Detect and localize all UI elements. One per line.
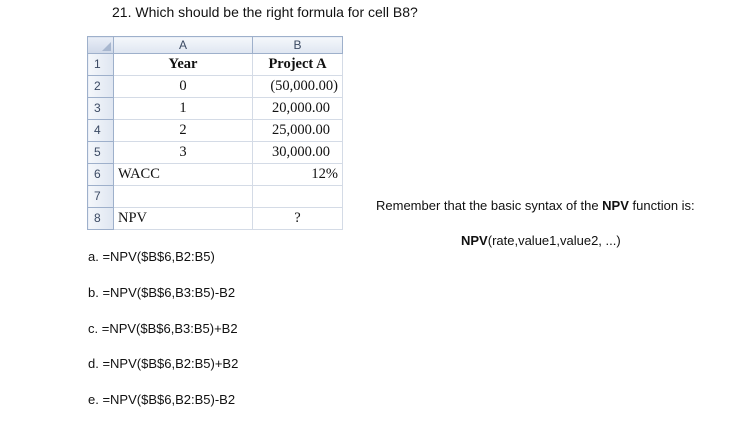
row-header-1[interactable]: 1 xyxy=(88,54,114,76)
row-header-7[interactable]: 7 xyxy=(88,186,114,208)
cell-a2[interactable]: 0 xyxy=(114,76,253,98)
row-header-5[interactable]: 5 xyxy=(88,142,114,164)
cell-b5[interactable]: 30,000.00 xyxy=(253,142,343,164)
row-header-3[interactable]: 3 xyxy=(88,98,114,120)
cell-a4[interactable]: 2 xyxy=(114,120,253,142)
answer-choice-b[interactable]: b. =NPV($B$6,B3:B5)-B2 xyxy=(88,285,236,300)
syntax-note-line1 xyxy=(376,198,695,213)
cell-b1[interactable]: Project A xyxy=(253,54,343,76)
cell-a1[interactable]: Year xyxy=(114,54,253,76)
answer-choice-a[interactable]: a. =NPV($B$6,B2:B5) xyxy=(88,249,215,264)
cell-a6[interactable]: WACC xyxy=(114,164,253,186)
cell-b4[interactable]: 25,000.00 xyxy=(253,120,343,142)
syntax-note-prefix: Remember that the basic syntax of the xyxy=(376,198,603,213)
cell-b7[interactable] xyxy=(253,186,343,208)
answer-choice-c[interactable]: c. =NPV($B$6,B3:B5)+B2 xyxy=(88,321,238,336)
question-text: 21. Which should be the right formula for cell B8? xyxy=(112,4,418,20)
answer-choice-d[interactable]: d. =NPV($B$6,B2:B5)+B2 xyxy=(88,356,239,371)
cell-a7[interactable] xyxy=(114,186,253,208)
cell-a5[interactable]: 3 xyxy=(114,142,253,164)
column-header-a[interactable]: A xyxy=(114,37,253,54)
cell-b6[interactable]: 12% xyxy=(253,164,343,186)
syntax-function-name: NPV xyxy=(461,233,488,248)
syntax-function-args: (rate,value1,value2, ...) xyxy=(487,233,621,248)
cell-a8[interactable]: NPV xyxy=(114,208,253,230)
row-header-6[interactable]: 6 xyxy=(88,164,114,186)
row-header-8[interactable]: 8 xyxy=(88,208,114,230)
select-all-corner[interactable] xyxy=(88,37,114,54)
answer-choice-e[interactable]: e. =NPV($B$6,B2:B5)-B2 xyxy=(88,392,236,407)
select-all-triangle-icon xyxy=(102,42,111,51)
cell-a3[interactable]: 1 xyxy=(114,98,253,120)
cell-b2[interactable]: (50,000.00) xyxy=(253,76,343,98)
cell-b3[interactable]: 20,000.00 xyxy=(253,98,343,120)
column-header-b[interactable]: B xyxy=(253,37,343,54)
syntax-note-npv-bold: NPV xyxy=(602,198,629,213)
cell-b8[interactable]: ? xyxy=(253,208,343,230)
syntax-note-line2 xyxy=(461,233,621,248)
syntax-note-suffix: function is: xyxy=(628,198,695,213)
spreadsheet-grid xyxy=(87,36,343,230)
row-header-2[interactable]: 2 xyxy=(88,76,114,98)
row-header-4[interactable]: 4 xyxy=(88,120,114,142)
